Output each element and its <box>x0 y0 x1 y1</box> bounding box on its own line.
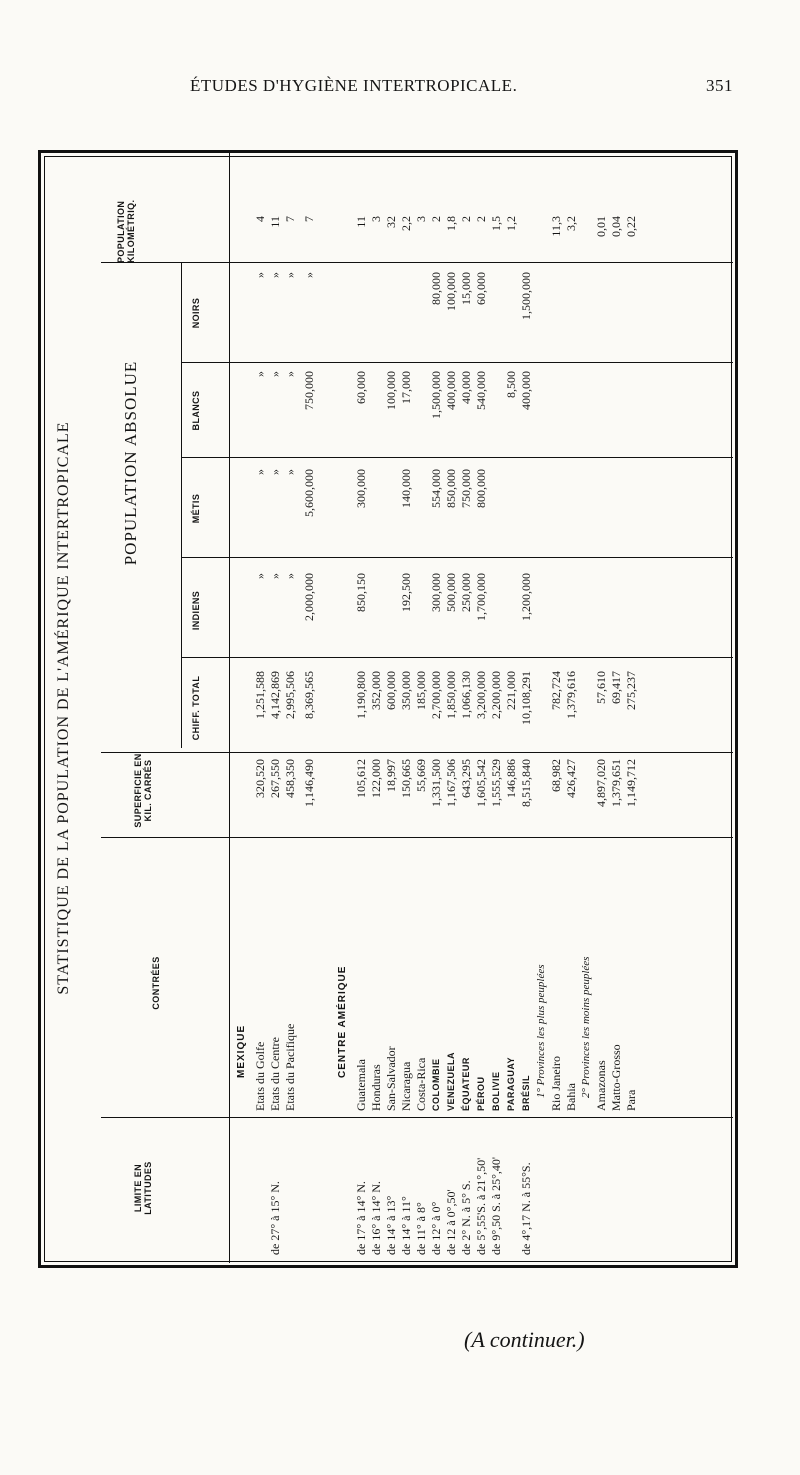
cell-country: San-Salvador <box>384 1046 398 1111</box>
cell-superficie: 150,665 <box>399 759 413 798</box>
table-row <box>384 153 399 1263</box>
cell-km: 2,2 <box>399 216 413 231</box>
cell-limit: de 17° à 14° N. <box>354 1181 368 1255</box>
cell-superficie: 1,149,712 <box>624 759 638 807</box>
cell-blancs: 1,500,000 <box>429 371 443 419</box>
cell-blancs: 17,000 <box>399 371 413 404</box>
table-body <box>231 153 639 1263</box>
cell-noirs: 80,000 <box>429 272 443 305</box>
cell-country: Nicaragua <box>399 1061 413 1111</box>
cell-metis: » <box>268 469 282 475</box>
cell-metis: 554,000 <box>429 469 443 508</box>
cell-total: 2,995,506 <box>283 671 297 719</box>
cell-noirs: » <box>302 272 316 278</box>
table-row <box>268 153 283 1263</box>
cell-km: 0,22 <box>624 216 638 237</box>
cell-indiens: 300,000 <box>429 573 443 612</box>
cell-metis: 300,000 <box>354 469 368 508</box>
running-head <box>0 72 800 102</box>
cell-km: 11,3 <box>549 216 563 237</box>
table-row <box>253 153 268 1263</box>
cell-blancs: » <box>268 371 282 377</box>
cell-km: 0,01 <box>594 216 608 237</box>
cell-km: 11 <box>268 216 282 228</box>
page-number: 351 <box>706 76 733 95</box>
cell-country: ÉQUATEUR <box>461 1057 471 1111</box>
cell-indiens: 192,500 <box>399 573 413 612</box>
cell-total: 350,000 <box>399 671 413 710</box>
rule-2 <box>101 837 733 838</box>
cell-country: MEXIQUE <box>236 1024 247 1078</box>
cell-blancs: 60,000 <box>354 371 368 404</box>
cell-limit: de 12 à 0°,50' <box>444 1189 458 1255</box>
cell-country: Etats du Pacifique <box>283 1023 297 1111</box>
table-row <box>489 153 504 1263</box>
cell-superficie: 4,897,020 <box>594 759 608 807</box>
table-row <box>519 153 534 1263</box>
cell-total: 2,200,000 <box>489 671 503 719</box>
cell-metis: 5,600,000 <box>302 469 316 517</box>
row-spacer <box>320 153 332 1263</box>
table-row <box>459 153 474 1263</box>
cell-total: 185,000 <box>414 671 428 710</box>
header-superficie: SUPERFICIE EN KIL. CARRÉS <box>133 753 154 828</box>
cell-noirs: 15,000 <box>459 272 473 305</box>
rule-1 <box>101 1117 733 1118</box>
cell-superficie: 1,146,490 <box>302 759 316 807</box>
cell-km: 0,04 <box>609 216 623 237</box>
header-population-absolue: POPULATION ABSOLUE <box>121 360 140 566</box>
cell-indiens: 2,000,000 <box>302 573 316 621</box>
cell-country: Etats du Centre <box>268 1037 282 1111</box>
running-title: ÉTUDES D'HYGIÈNE INTERTROPICALE. <box>190 76 518 95</box>
cell-superficie: 1,331,500 <box>429 759 443 807</box>
cell-blancs: 40,000 <box>459 371 473 404</box>
cell-country: PÉROU <box>476 1076 486 1111</box>
section-heading-row <box>332 153 354 1263</box>
rule-4 <box>181 657 733 658</box>
table-row <box>354 153 369 1263</box>
rule-3 <box>101 752 733 753</box>
cell-blancs: 8,500 <box>504 371 518 398</box>
cell-km: 32 <box>384 216 398 228</box>
total-row <box>298 153 320 1263</box>
cell-blancs: 540,000 <box>474 371 488 410</box>
cell-total: 1,066,130 <box>459 671 473 719</box>
cell-country: CENTRE AMÉRIQUE <box>337 965 348 1078</box>
cell-limit: de 2° N. à 5° S. <box>459 1180 473 1255</box>
table-row <box>609 153 624 1263</box>
cell-total: 782,724 <box>549 671 563 710</box>
cell-km: 3 <box>369 216 383 222</box>
table-row <box>594 153 609 1263</box>
cell-superficie: 68,982 <box>549 759 563 792</box>
table-row <box>283 153 298 1263</box>
cell-total: 600,000 <box>384 671 398 710</box>
cell-noirs: » <box>268 272 282 278</box>
cell-superficie: 18,997 <box>384 759 398 792</box>
header-blancs: BLANCS <box>191 390 201 431</box>
cell-total: 1,850,000 <box>444 671 458 719</box>
cell-total: 1,190,800 <box>354 671 368 719</box>
cell-total: 221,000 <box>504 671 518 710</box>
header-population-kilometrique: POPULATION KILOMÉTRIQ. <box>116 199 137 263</box>
cell-metis: 140,000 <box>399 469 413 508</box>
cell-noirs: 60,000 <box>474 272 488 305</box>
cell-noirs: 1,500,000 <box>519 272 533 320</box>
cell-metis: » <box>253 469 267 475</box>
cell-km: 1,2 <box>504 216 518 231</box>
cell-limit: de 12° à 0° <box>429 1201 443 1255</box>
cell-blancs: 400,000 <box>519 371 533 410</box>
rule-5 <box>181 557 733 558</box>
cell-superficie: 1,379,651 <box>609 759 623 807</box>
cell-limit: de 14° à 13° <box>384 1195 398 1255</box>
cell-blancs: 400,000 <box>444 371 458 410</box>
table-row <box>414 153 429 1263</box>
table-row <box>474 153 489 1263</box>
cell-total: 57,610 <box>594 671 608 704</box>
cell-total: 8,369,565 <box>302 671 316 719</box>
cell-total: 275,237 <box>624 671 638 710</box>
cell-country: Costa-Rica <box>414 1057 428 1111</box>
cell-indiens: 250,000 <box>459 573 473 612</box>
table-row <box>399 153 414 1263</box>
cell-blancs: 100,000 <box>384 371 398 410</box>
cell-limit: de 4°,17 N. à 55°S. <box>519 1162 533 1255</box>
header-metis: MÉTIS <box>191 493 201 524</box>
cell-superficie: 55,669 <box>414 759 428 792</box>
cell-metis: » <box>283 469 297 475</box>
cell-km: 7 <box>283 216 297 222</box>
cell-superficie: 1,167,506 <box>444 759 458 807</box>
cell-km: 1,5 <box>489 216 503 231</box>
cell-indiens: 1,200,000 <box>519 573 533 621</box>
cell-total: 1,251,588 <box>253 671 267 719</box>
rule-8 <box>101 262 733 263</box>
cell-blancs: » <box>253 371 267 377</box>
table-row <box>429 153 444 1263</box>
subsection-row <box>534 153 549 1263</box>
rotated-table-content <box>41 153 733 1263</box>
population-rule <box>181 263 182 748</box>
cell-country: Bahia <box>564 1083 578 1111</box>
cell-limit: de 16° à 14° N. <box>369 1181 383 1255</box>
cell-country: Guatemala <box>354 1059 368 1111</box>
cell-total: 1,379,616 <box>564 671 578 719</box>
cell-blancs: » <box>283 371 297 377</box>
cell-country: Etats du Golfe <box>253 1041 267 1111</box>
section-heading-row <box>231 153 253 1263</box>
continuation-note: (A continuer.) <box>464 1327 585 1352</box>
cell-indiens: 1,700,000 <box>474 573 488 621</box>
cell-total: 2,700,000 <box>429 671 443 719</box>
cell-superficie: 146,886 <box>504 759 518 798</box>
cell-superficie: 458,350 <box>283 759 297 798</box>
cell-limit: de 5°,55'S. à 21°,50' <box>474 1157 488 1255</box>
cell-country: COLOMBIE <box>431 1058 441 1111</box>
cell-indiens: 850,150 <box>354 573 368 612</box>
cell-country: Rio Janeiro <box>549 1056 563 1111</box>
table-row <box>369 153 384 1263</box>
cell-km: 3,2 <box>564 216 578 231</box>
subsection-row <box>579 153 594 1263</box>
cell-total: 3,200,000 <box>474 671 488 719</box>
cell-km: 1,8 <box>444 216 458 231</box>
table-row <box>624 153 639 1263</box>
table-title: STATISTIQUE DE LA POPULATION DE L'AMÉRIQUE INTERTROPICALE <box>55 421 72 995</box>
cell-noirs: » <box>253 272 267 278</box>
cell-km: 7 <box>302 216 316 222</box>
cell-limit: de 11° à 8° <box>414 1202 428 1255</box>
cell-noirs: 100,000 <box>444 272 458 311</box>
header-rule <box>229 153 230 1263</box>
cell-total: 4,142,869 <box>268 671 282 719</box>
cell-noirs: » <box>283 272 297 278</box>
cell-km: 11 <box>354 216 368 228</box>
cell-limit: de 14° à 11° <box>399 1196 413 1255</box>
cell-country: BRÉSIL <box>521 1074 531 1111</box>
table-row <box>504 153 519 1263</box>
cell-indiens: » <box>268 573 282 579</box>
cell-country: Para <box>624 1089 638 1111</box>
cell-superficie: 122,000 <box>369 759 383 798</box>
cell-total: 10,108,291 <box>519 671 533 725</box>
cell-country: BOLIVIE <box>491 1071 501 1111</box>
cell-metis: 850,000 <box>444 469 458 508</box>
header-indiens: INDIENS <box>191 590 201 631</box>
cell-total: 69,417 <box>609 671 623 704</box>
cell-superficie: 643,295 <box>459 759 473 798</box>
table-row <box>564 153 579 1263</box>
cell-superficie: 105,612 <box>354 759 368 798</box>
header-contrees: CONTRÉES <box>151 956 161 1010</box>
cell-superficie: 1,555,529 <box>489 759 503 807</box>
statistics-table <box>38 150 738 1268</box>
cell-country: Amazonas <box>594 1060 608 1111</box>
cell-km: 3 <box>414 216 428 222</box>
cell-superficie: 8,515,840 <box>519 759 533 807</box>
cell-country: PARAGUAY <box>506 1056 516 1111</box>
table-row <box>549 153 564 1263</box>
table-row <box>444 153 459 1263</box>
cell-km: 2 <box>429 216 443 222</box>
cell-country: Honduras <box>369 1064 383 1111</box>
cell-superficie: 1,605,542 <box>474 759 488 807</box>
cell-country: 1° Provinces les plus peuplées <box>535 964 547 1098</box>
rule-6 <box>181 457 733 458</box>
cell-blancs: 750,000 <box>302 371 316 410</box>
cell-limit: de 9°,50 S. à 25°,40' <box>489 1156 503 1255</box>
cell-superficie: 426,427 <box>564 759 578 798</box>
cell-km: 2 <box>459 216 473 222</box>
cell-limit: de 27° à 15° N. <box>268 1181 282 1255</box>
cell-km: 2 <box>474 216 488 222</box>
cell-metis: 800,000 <box>474 469 488 508</box>
cell-metis: 750,000 <box>459 469 473 508</box>
header-noirs: NOIRS <box>191 297 201 329</box>
header-limite: LIMITE EN LATITUDES <box>133 1161 154 1215</box>
cell-total: 352,000 <box>369 671 383 710</box>
cell-indiens: 500,000 <box>444 573 458 612</box>
cell-superficie: 267,550 <box>268 759 282 798</box>
cell-km: 4 <box>253 216 267 222</box>
cell-country: Matto-Grosso <box>609 1044 623 1111</box>
cell-country: 2° Provinces les moins peuplées <box>580 956 592 1098</box>
cell-indiens: » <box>283 573 297 579</box>
cell-indiens: » <box>253 573 267 579</box>
rule-7 <box>181 362 733 363</box>
cell-superficie: 320,520 <box>253 759 267 798</box>
header-chiff-total: CHIFF. TOTAL <box>191 675 201 741</box>
cell-country: VENEZUELA <box>446 1051 456 1111</box>
